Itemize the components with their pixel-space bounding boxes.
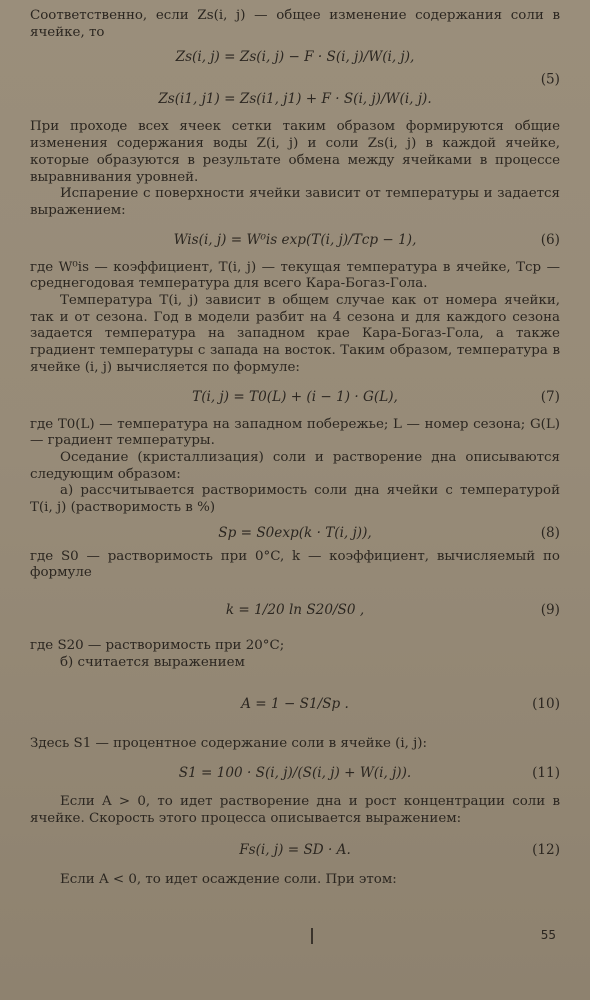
page-text: [30, 8, 560, 888]
equation-6-formula: Wis(i, j) = W⁰is exp(T(i, j)/Tср − 1),: [173, 231, 417, 248]
equation-10-formula: A = 1 − S1/Sp .: [241, 695, 349, 712]
equation-11-formula: S1 = 100 · S(i, j)/(S(i, j) + W(i, j)).: [178, 765, 412, 782]
equation-10: [30, 672, 560, 736]
equation-7-number: (7): [540, 388, 560, 405]
equation-11: [30, 752, 560, 794]
pencil-mark: [311, 928, 313, 944]
paragraph-14: Если A < 0, то идет осаждение соли. При этом:: [60, 871, 397, 887]
equation-5-line-2: Zs(i1, j1) = Zs(i1, j1) + F · S(i, j)/W(i, j).: [158, 91, 432, 108]
paragraph-12: Здесь S1 — процентное содержание соли в ячейке (i, j):: [30, 735, 428, 751]
paragraph-10: где S20 — растворимость при 20°C;: [30, 638, 285, 654]
equation-6-number: (6): [540, 231, 560, 248]
paragraph-9: где S0 — растворимость при 0°C, k — коэффициент, вычисляемый по формуле: [30, 548, 560, 581]
equation-12-number: (12): [532, 841, 560, 858]
paragraph-7: Оседание (кристаллизация) соли и растворение дна описываются следующим образом:: [30, 449, 560, 482]
equation-7-formula: T(i, j) = T0(L) + (i − 1) · G(L),: [192, 388, 398, 405]
equation-8-number: (8): [540, 524, 560, 541]
equation-5: [30, 41, 560, 119]
paragraph-3: Испарение с поверхности ячейки зависит от температуры и задается выражением:: [30, 186, 560, 218]
paragraph-6: где T0(L) — температура на западном побережье; L — номер сезона; G(L) — градиент температуры.: [30, 416, 560, 449]
paragraph-4: где W⁰is — коэффициент, T(i, j) — текущая температура в ячейке, Tср — среднегодовая температура для всего Кара-Богаз-Гола.: [30, 259, 560, 292]
paragraph-13: Если A > 0, то идет растворение дна и рост концентрации соли в ячейке. Скорость этого процесса описывается выражением:: [30, 794, 560, 826]
paragraph-1: Соответственно, если Zs(i, j) — общее изменение содержания соли в ячейке, то: [30, 8, 560, 40]
equation-10-number: (10): [532, 695, 560, 712]
paragraph-2: При проходе всех ячеек сетки таким образом формируются общие изменения содержания воды Z(i, j) и соли Zs(i, j) в каждой ячейке, которые образуются в результате обмена между ячейками в процессе выравнивания уровней.: [30, 119, 560, 185]
equation-11-number: (11): [532, 765, 560, 782]
equation-12-formula: Fs(i, j) = SD · A.: [239, 841, 351, 858]
equation-9-number: (9): [540, 602, 560, 619]
equation-9: [30, 582, 560, 638]
page-number: 55: [540, 928, 556, 942]
equation-12: [30, 828, 560, 872]
equation-7: [30, 377, 560, 417]
paragraph-11: б) считается выражением: [60, 654, 245, 670]
equation-6: [30, 220, 560, 260]
paragraph-8: а) рассчитывается растворимость соли дна ячейки с температурой T(i, j) (растворимость в %): [30, 483, 560, 516]
equation-8: [30, 517, 560, 549]
equation-5-number: (5): [540, 72, 560, 89]
paragraph-5: Температура T(i, j) зависит в общем случае как от номера ячейки, так и от сезона. Год в модели разбит на 4 сезона и для каждого сезона задается температура на западном крае Кара-Богаз-Гола, а также градиент температуры с запада на восток. Таким образом, температура в ячейке (i, j) вычисляется по формуле:: [30, 293, 560, 375]
equation-8-formula: Sp = S0exp(k · T(i, j)),: [218, 524, 372, 541]
equation-5-line-1: Zs(i, j) = Zs(i, j) − F · S(i, j)/W(i, j),: [175, 49, 415, 66]
equation-9-formula: k = 1/20 ln S20/S0 ,: [225, 602, 365, 619]
